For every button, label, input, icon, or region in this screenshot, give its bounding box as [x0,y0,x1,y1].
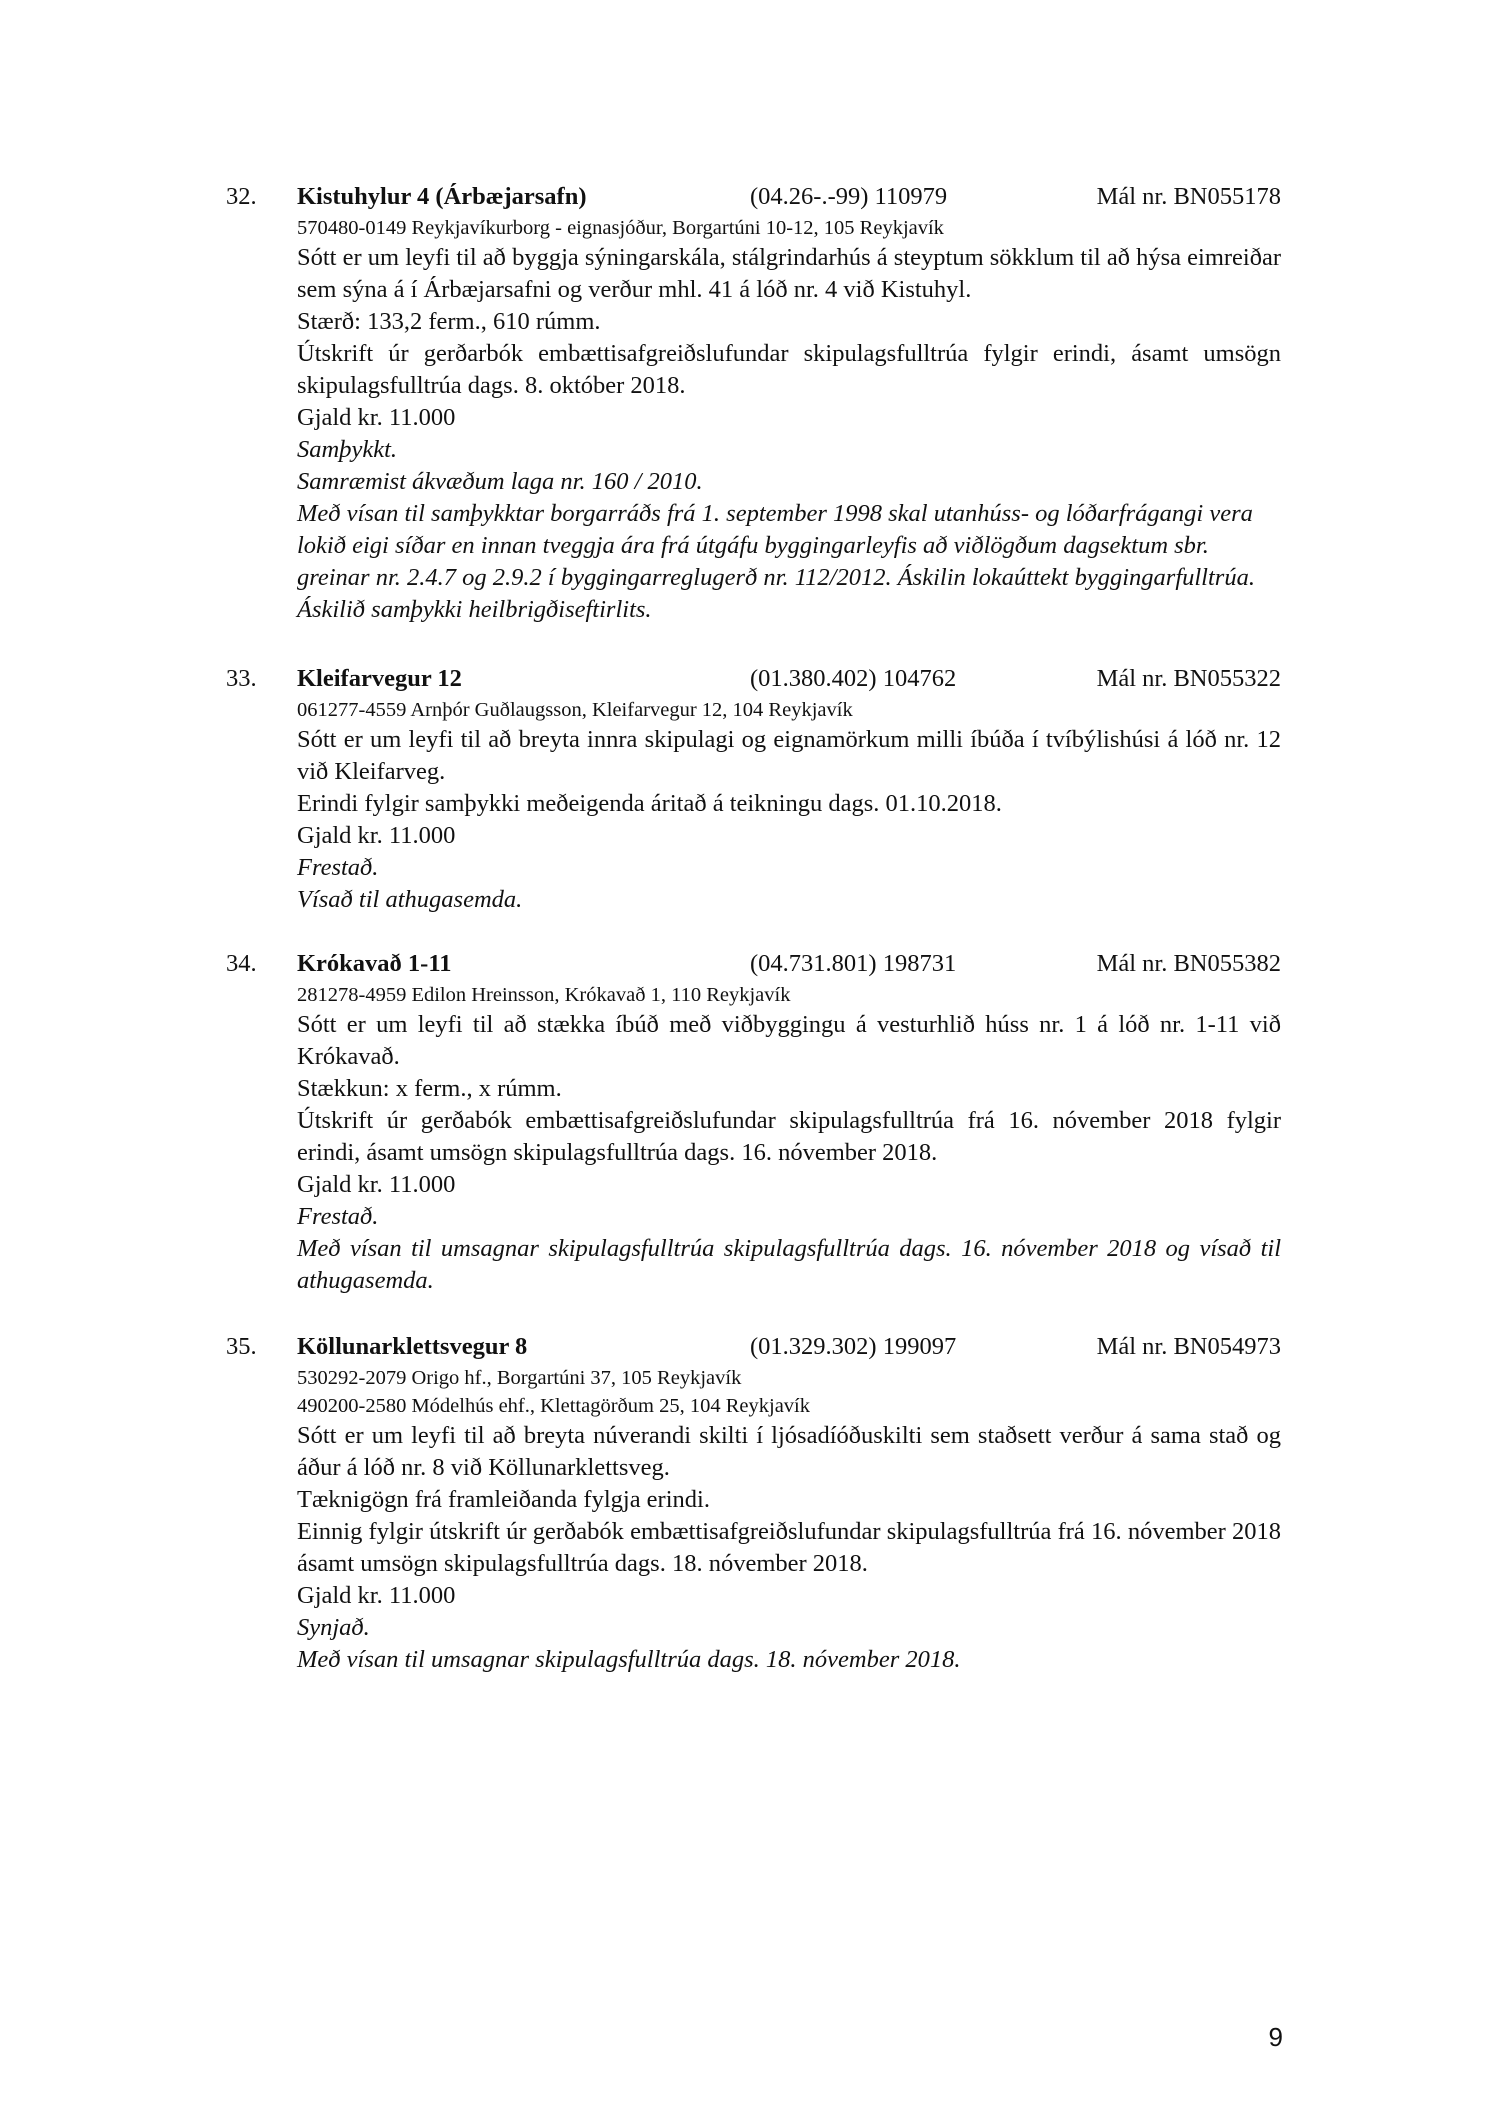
property-code: (04.26-.-99) 110979 [750,183,948,210]
case-entry [226,1330,1281,1676]
case-paragraph: Sótt er um leyfi til að stækka íbúð með viðbyggingu á vesturhlið húss nr. 1 á lóð nr. 1-11 við Krókavað. [297,1011,1281,1070]
case-reference: Mál nr. BN055322 [1096,665,1281,692]
case-body [297,981,1281,1297]
case-number: 33. [226,665,257,692]
case-title: Krókavað 1-11 [297,950,452,977]
applicant-line: 530292-2079 Origo hf., Borgartúni 37, 105 Reykjavík [297,1367,742,1389]
case-heading [226,947,1281,981]
case-paragraph: Sótt er um leyfi til að byggja sýningarskála, stálgrindarhús á steyptum sökklum til að hýsa eimreiðar sem sýna á í Árbæjarsafni og verður mhl. 41 á lóð nr. 4 við Kistuhyl. [297,244,1281,303]
case-paragraph: Erindi fylgir samþykki meðeigenda áritað á teikningu dags. 01.10.2018. [297,790,1002,817]
case-entry [226,662,1281,916]
property-code: (01.329.302) 199097 [750,1333,957,1360]
page-number: 9 [1268,2022,1283,2052]
decision-note: Með vísan til umsagnar skipulagsfulltrúa skipulagsfulltrúa dags. 16. nóvember 2018 og vísað til athugasemda. [297,1235,1281,1294]
case-body [297,214,1281,626]
fee-line: Gjald kr. 11.000 [297,822,456,849]
decision-status: Frestað. [297,854,379,881]
case-number: 35. [226,1333,257,1360]
case-reference: Mál nr. BN055382 [1096,950,1281,977]
case-title: Kleifarvegur 12 [297,665,462,692]
decision-note: Með vísan til samþykktar borgarráðs frá 1. september 1998 skal utanhúss- og lóðarfrágangi vera lokið eigi síðar en innan tveggja ára frá útgáfu byggingarleyfis að viðlögðum dagsektum sbr. greinar nr. 2.4.7 og 2.9.2 í byggingarreglugerð nr. 112/2012. Áskilin lokaúttekt byggingarfulltrúa. Áskilið samþykki heilbrigðiseftirlits. [297,500,1255,623]
case-paragraph: Tæknigögn frá framleiðanda fylgja erindi. [297,1486,710,1513]
case-heading [226,180,1281,214]
case-entry [226,180,1281,626]
case-reference: Mál nr. BN055178 [1096,183,1281,210]
decision-status: Frestað. [297,1203,379,1230]
case-heading [226,662,1281,696]
decision-note: Vísað til athugasemda. [297,886,523,913]
decision-status: Samþykkt. [297,436,397,463]
case-paragraph: Sótt er um leyfi til að breyta innra skipulagi og eignamörkum milli íbúða í tvíbýlishúsi á lóð nr. 12 við Kleifarveg. [297,726,1281,785]
case-paragraph: Sótt er um leyfi til að breyta núverandi skilti í ljósadíóðuskilti sem staðsett verður á sama stað og áður á lóð nr. 8 við Köllunarklettsveg. [297,1422,1281,1481]
property-code: (04.731.801) 198731 [750,950,957,977]
fee-line: Gjald kr. 11.000 [297,1171,456,1198]
case-heading [226,1330,1281,1364]
decision-note: Með vísan til umsagnar skipulagsfulltrúa dags. 18. nóvember 2018. [297,1646,961,1673]
case-paragraph: Útskrift úr gerðarbók embættisafgreiðslufundar skipulagsfulltrúa fylgir erindi, ásamt umsögn skipulagsfulltrúa dags. 8. október 2018. [297,340,1281,399]
case-title: Köllunarklettsvegur 8 [297,1333,528,1360]
case-body [297,696,1281,916]
decision-note: Samræmist ákvæðum laga nr. 160 / 2010. [297,468,703,495]
applicant-line: 061277-4559 Arnþór Guðlaugsson, Kleifarvegur 12, 104 Reykjavík [297,699,853,721]
case-paragraph: Stærð: 133,2 ferm., 610 rúmm. [297,308,601,335]
case-title: Kistuhylur 4 (Árbæjarsafn) [297,183,587,210]
case-entry [226,947,1281,1297]
fee-line: Gjald kr. 11.000 [297,404,456,431]
case-number: 32. [226,183,257,210]
case-paragraph: Útskrift úr gerðabók embættisafgreiðslufundar skipulagsfulltrúa frá 16. nóvember 2018 fylgir erindi, ásamt umsögn skipulagsfulltrúa dags. 16. nóvember 2018. [297,1107,1281,1166]
applicant-line: 490200-2580 Módelhús ehf., Klettagörðum 25, 104 Reykjavík [297,1395,811,1417]
applicant-line: 281278-4959 Edilon Hreinsson, Krókavað 1, 110 Reykjavík [297,984,791,1006]
case-body [297,1364,1281,1676]
case-paragraph: Einnig fylgir útskrift úr gerðabók embættisafgreiðslufundar skipulagsfulltrúa frá 16. nóvember 2018 ásamt umsögn skipulagsfulltrúa dags. 18. nóvember 2018. [297,1518,1281,1577]
decision-status: Synjað. [297,1614,370,1641]
fee-line: Gjald kr. 11.000 [297,1582,456,1609]
case-reference: Mál nr. BN054973 [1096,1333,1281,1360]
case-paragraph: Stækkun: x ferm., x rúmm. [297,1075,562,1102]
applicant-line: 570480-0149 Reykjavíkurborg - eignasjóður, Borgartúni 10-12, 105 Reykjavík [297,217,944,239]
property-code: (01.380.402) 104762 [750,665,957,692]
case-number: 34. [226,950,257,977]
